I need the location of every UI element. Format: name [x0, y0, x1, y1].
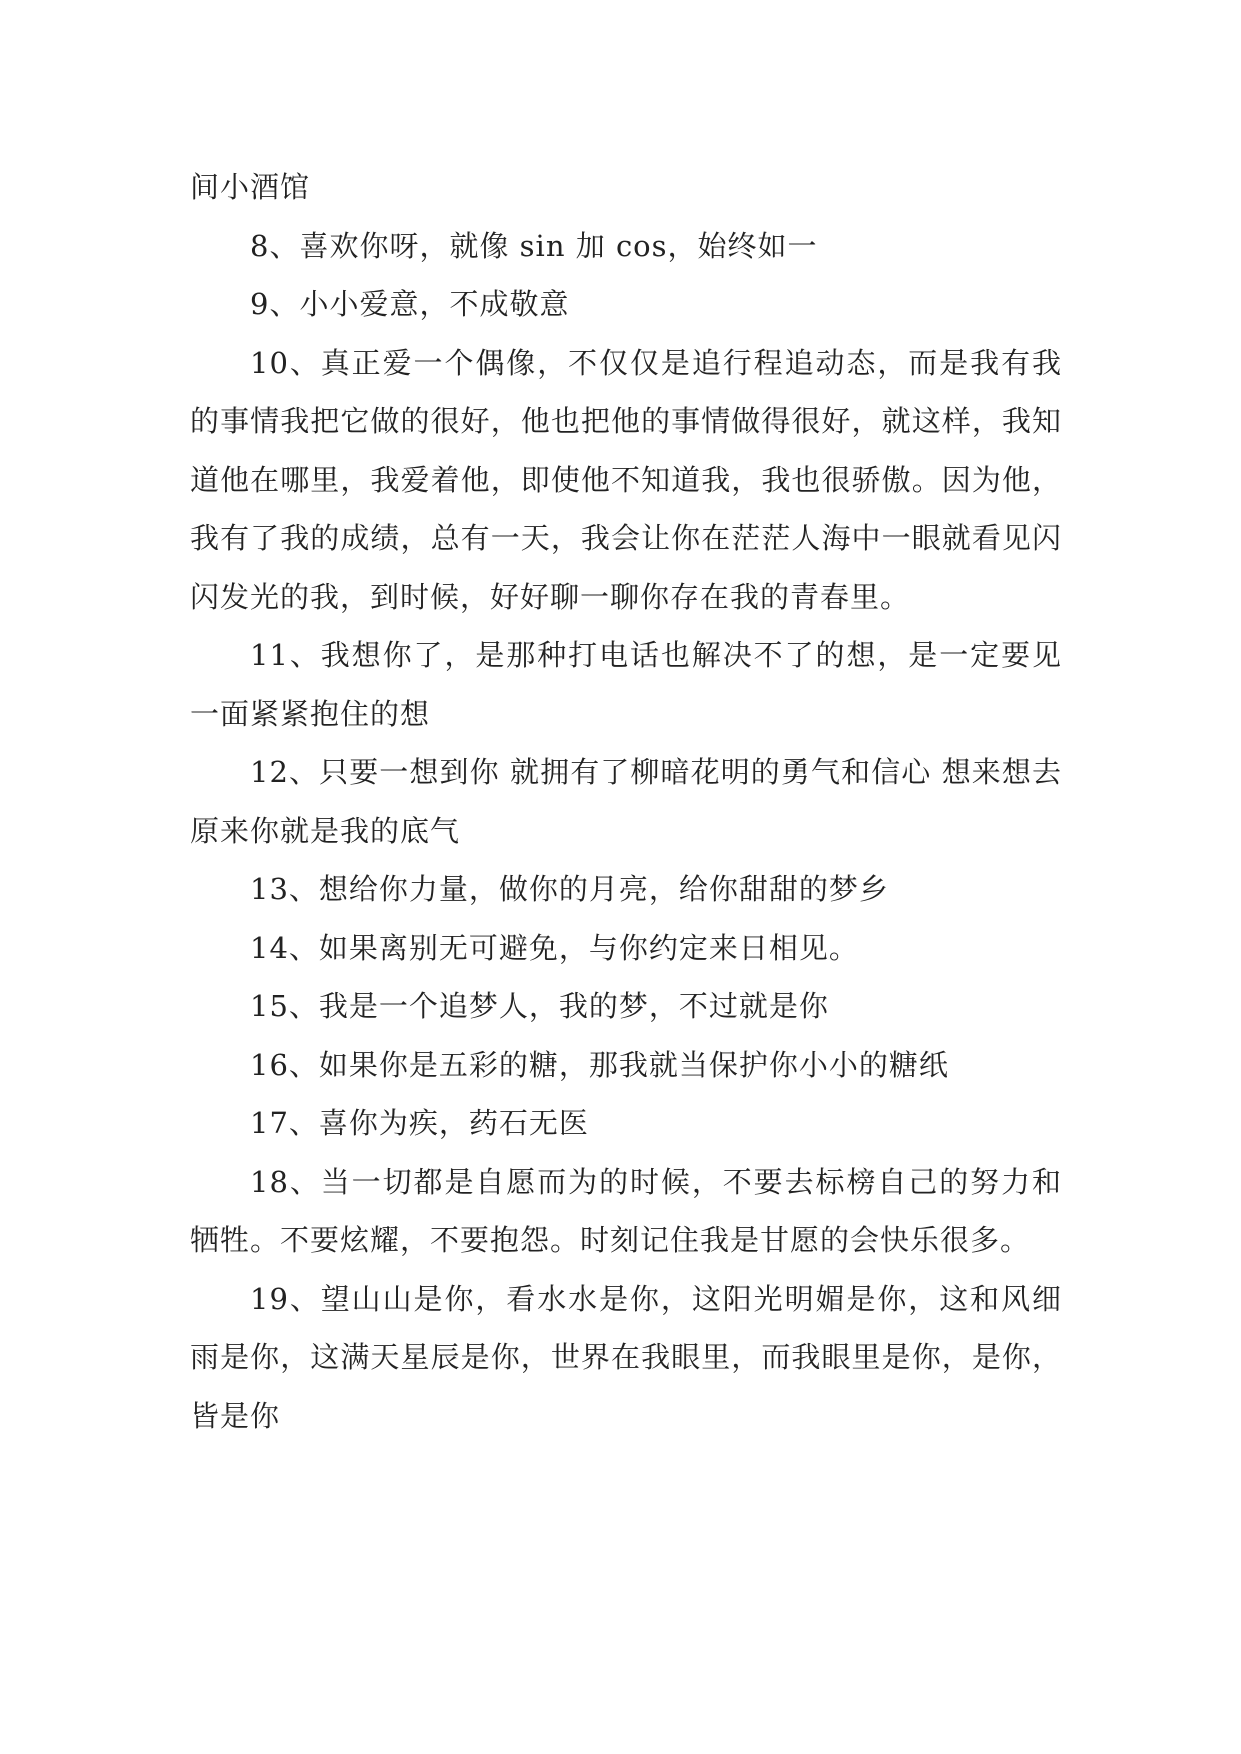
paragraph-item-14: 14、如果离别无可避免，与你约定来日相见。 — [250, 930, 859, 965]
paragraph-item-19: 19、望山山是你，看水水是你，这阳光明媚是你，这和风细雨是你，这满天星辰是你，世界在我眼里，而我眼里是你，是你，皆是你 — [190, 1281, 1062, 1433]
paragraph-item-15: 15、我是一个追梦人，我的梦，不过就是你 — [250, 989, 829, 1023]
paragraph-item-10: 10、真正爱一个偶像，不仅仅是追行程追动态，而是我有我的事情我把它做的很好，他也把他的事情做得很好，就这样，我知道他在哪里，我爱着他，即使他不知道我，我也很骄傲。因为他，我有了我的成绩，总有一天，我会让你在茫茫人海中一眼就看见闪闪发光的我，到时候，好好聊一聊你存在我的青春里。 — [190, 345, 1062, 614]
document-body — [190, 158, 1062, 1445]
paragraph-item-17: 17、喜你为疾，药石无医 — [250, 1106, 589, 1140]
paragraph-item-11: 11、我想你了，是那种打电话也解决不了的想，是一定要见一面紧紧抱住的想 — [190, 638, 1062, 731]
paragraph-continuation: 间小酒馆 — [190, 170, 311, 204]
paragraph-item-8: 8、喜欢你呀，就像 sin 加 cos，始终如一 — [250, 228, 818, 263]
paragraph-item-16: 16、如果你是五彩的糖，那我就当保护你小小的糖纸 — [250, 1047, 949, 1082]
paragraph-item-9: 9、小小爱意，不成敬意 — [250, 287, 570, 321]
paragraph-item-12: 12、只要一想到你 就拥有了柳暗花明的勇气和信心 想来想去 原来你就是我的底气 — [190, 755, 1062, 848]
paragraph-item-13: 13、想给你力量，做你的月亮，给你甜甜的梦乡 — [250, 872, 889, 906]
paragraph-item-18: 18、当一切都是自愿而为的时候，不要去标榜自己的努力和牺牲。不要炫耀，不要抱怨。时刻记住我是甘愿的会快乐很多。 — [190, 1164, 1062, 1257]
